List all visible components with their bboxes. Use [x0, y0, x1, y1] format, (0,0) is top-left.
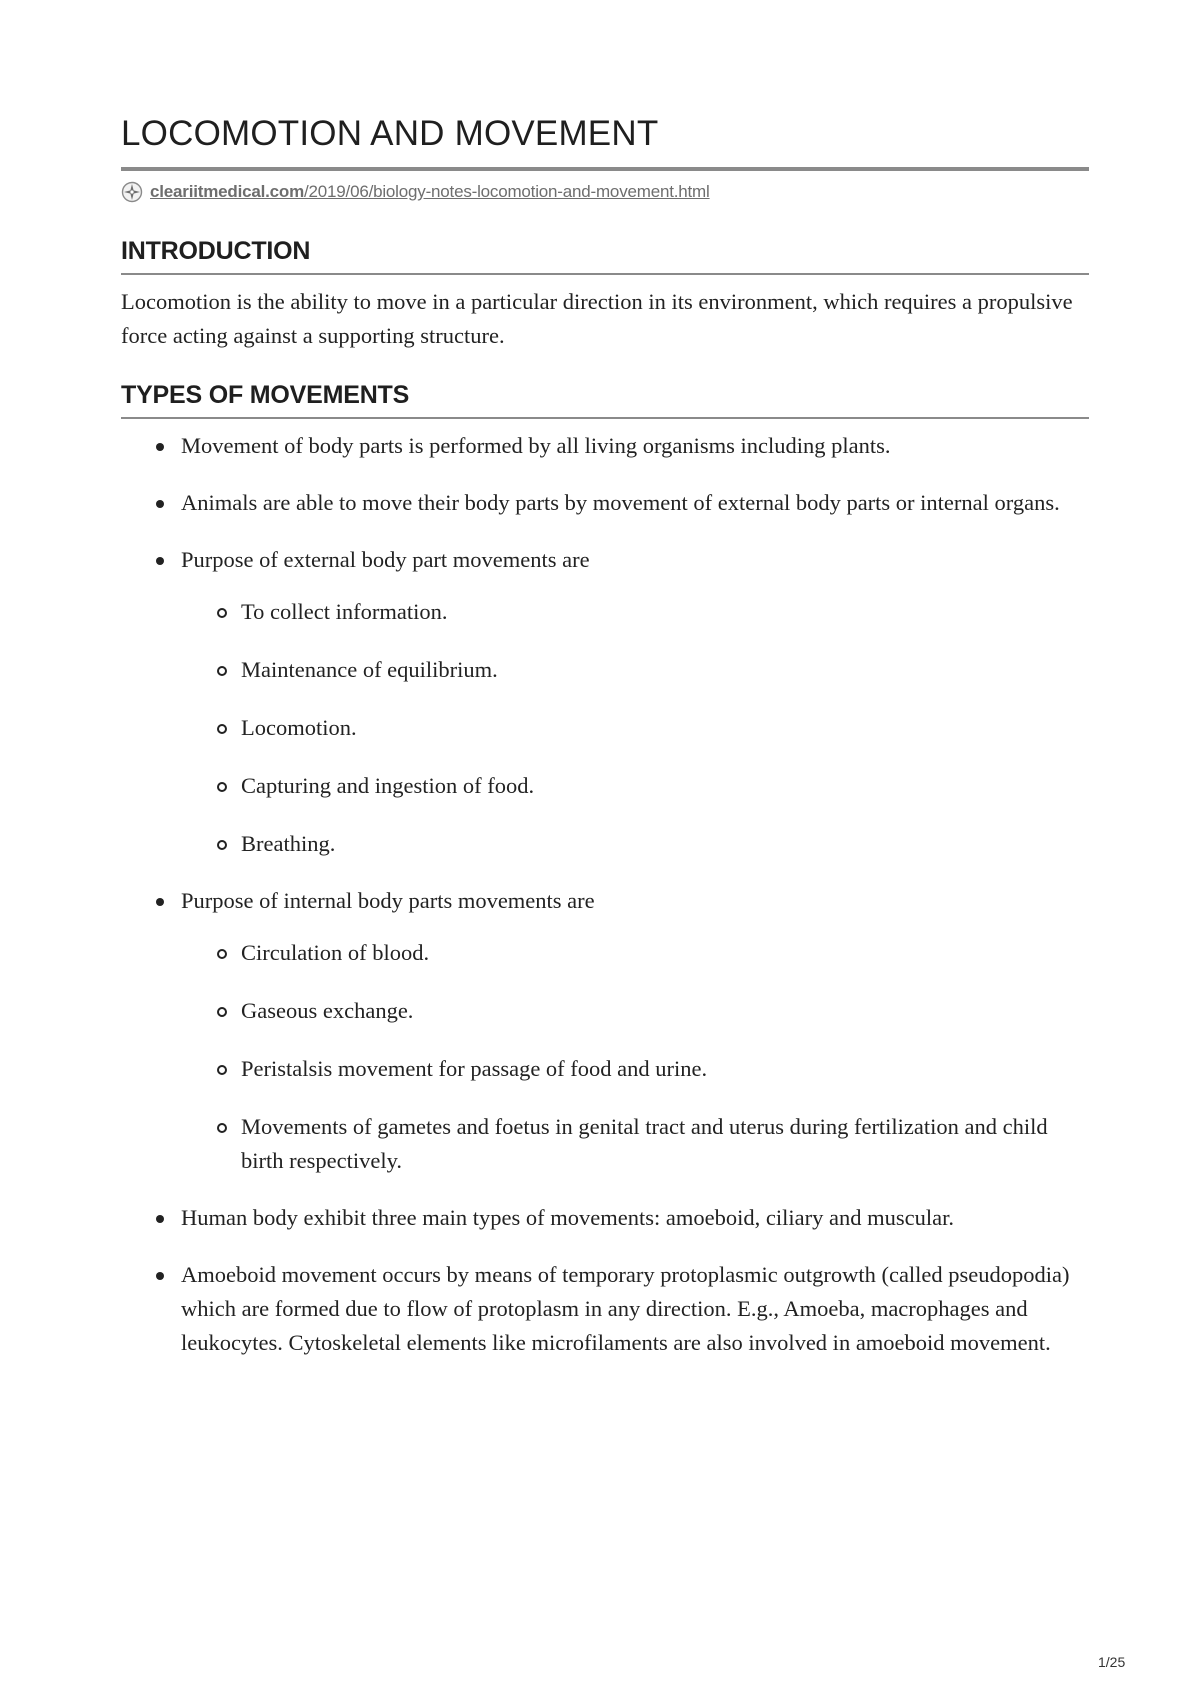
list-item-text: Amoeboid movement occurs by means of temporary protoplasmic outgrowth (called pseudopodia) which are formed due to flow of protoplasm in any direction. E.g., Amoeba, macrophages and leukocytes. Cytoskeletal elements like microfilaments are also involved in amoeboid movement.	[181, 1262, 1070, 1355]
list-item	[181, 884, 1089, 1178]
document-page	[121, 108, 1089, 1383]
list-item	[181, 1201, 1089, 1235]
introduction-divider	[121, 273, 1089, 275]
sub-list-item: Maintenance of equilibrium.	[241, 653, 1089, 687]
sub-list-item: Movements of gametes and foetus in genital tract and uterus during fertilization and child birth respectively.	[241, 1110, 1089, 1178]
sub-list-item: Peristalsis movement for passage of food and urine.	[241, 1052, 1089, 1086]
types-bullet-list	[121, 429, 1089, 1360]
source-path: /2019/06/biology-notes-locomotion-and-movement.html	[304, 182, 710, 201]
compass-icon	[121, 181, 143, 203]
sub-list-item: Capturing and ingestion of food.	[241, 769, 1089, 803]
list-item-text: Purpose of external body part movements are	[181, 547, 590, 572]
source-domain: cleariitmedical.com	[150, 182, 304, 201]
list-item	[181, 429, 1089, 463]
types-heading: TYPES OF MOVEMENTS	[121, 381, 410, 409]
types-divider	[121, 417, 1089, 419]
sub-list-item: Breathing.	[241, 827, 1089, 861]
internal-purpose-sublist	[181, 936, 1089, 1178]
external-purpose-sublist	[181, 595, 1089, 861]
sub-list-item: To collect information.	[241, 595, 1089, 629]
list-item	[181, 486, 1089, 520]
list-item-text: Movement of body parts is performed by all living organisms including plants.	[181, 433, 891, 458]
source-line	[121, 179, 1089, 205]
list-item-text: Purpose of internal body parts movements are	[181, 888, 595, 913]
list-item-text: Human body exhibit three main types of movements: amoeboid, ciliary and muscular.	[181, 1205, 954, 1230]
title-divider	[121, 167, 1089, 171]
list-item	[181, 1258, 1089, 1360]
sub-list-item: Gaseous exchange.	[241, 994, 1089, 1028]
introduction-text: Locomotion is the ability to move in a particular direction in its environment, which requires a propulsive force acting against a supporting structure.	[121, 289, 1073, 348]
sub-list-item: Locomotion.	[241, 711, 1089, 745]
source-url-link[interactable]	[150, 182, 710, 202]
sub-list-item: Circulation of blood.	[241, 936, 1089, 970]
page-number: 1/25	[1098, 1654, 1126, 1670]
list-item-text: Animals are able to move their body parts by movement of external body parts or internal organs.	[181, 490, 1060, 515]
page-title: LOCOMOTION AND MOVEMENT	[121, 114, 659, 153]
list-item	[181, 543, 1089, 861]
introduction-heading: INTRODUCTION	[121, 237, 311, 265]
